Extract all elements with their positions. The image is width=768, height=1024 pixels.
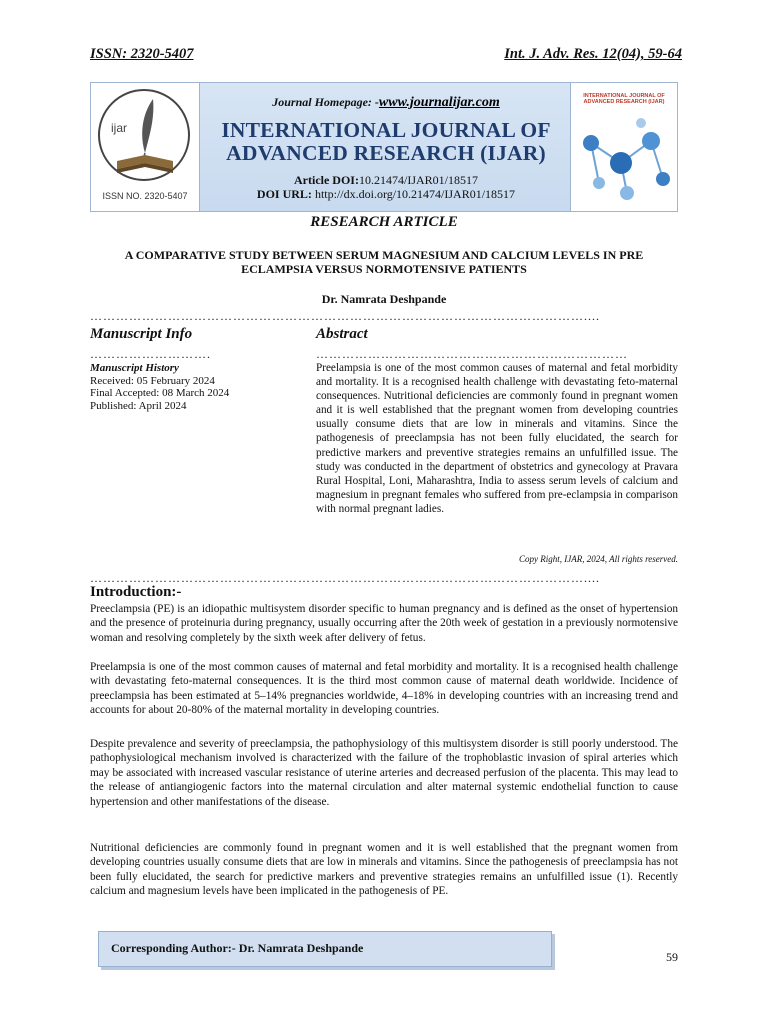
logo-text: ijar [111, 121, 128, 135]
article-title-line1: A COMPARATIVE STUDY BETWEEN SERUM MAGNESIUM AND CALCIUM LEVELS IN PRE [124, 248, 644, 262]
doi-url-link[interactable]: http://dx.doi.org/10.21474/IJAR01/18517 [314, 187, 516, 201]
separator-top: …………………………………………………………………………………………………….... [90, 310, 600, 322]
introduction-heading: Introduction:- [90, 584, 182, 600]
intro-paragraph-2: Preelampsia is one of the most common causes of maternal and fetal morbidity and mortality. It is a recognised health challenge with devastating feto-maternal consequences. It is the third most common cause of maternal death worldwide. Incidence of preeclampsia has been estimated at 5–14% pregnancies worldwide, 4–18% in developing countries with an increasing trend and accounts for about 20-80% of the maternal mortality in developing countries. [90, 661, 678, 717]
running-header [90, 46, 682, 63]
quill-icon [91, 83, 199, 191]
issn-header: ISSN: 2320-5407 [90, 46, 194, 62]
doi-label: Article DOI: [294, 173, 359, 187]
cover-title: INTERNATIONAL JOURNAL OF ADVANCED RESEARCH (IJAR) [583, 93, 665, 105]
doi-value: 10.21474/IJAR01/18517 [358, 173, 478, 187]
article-type: RESEARCH ARTICLE [310, 214, 458, 230]
corresponding-author: Corresponding Author:- Dr. Namrata Deshpande [111, 941, 364, 955]
manuscript-info-dots: ………………………. [90, 347, 211, 361]
homepage-label: Journal Homepage: - [272, 95, 379, 109]
doi-block [199, 173, 573, 201]
abstract-dots: ……………………………………………………………… [316, 347, 628, 361]
published-date: Published: April 2024 [90, 399, 187, 412]
abstract-text: Preelampsia is one of the most common causes of maternal and fetal morbidity and mortality. It is a recognised health challenge with devastating feto-maternal consequences. Nutritional deficiencies are commonly found in pregnant women and it is well established that the pregnant women from developing countries usually consume diets that are low in minerals and vitamins. Since the pathogenesis of preeclampsia has not been fully elucidated, the search for predictive markers and preventive strategies remains an unfulfilled issue. The study was conducted in the department of obstetrics and gynecology at Pravara Rural Hospital, Loni, Maharashtra, India to assess serum levels of calcium and magnesium in pregnant females who suffered from pre-eclampsia in comparison with normal pregnant ladies. [316, 362, 678, 515]
citation-header: Int. J. Adv. Res. 12(04), 59-64 [504, 46, 682, 62]
manuscript-history [90, 362, 300, 412]
doi-url-label: DOI URL: [256, 187, 312, 201]
journal-homepage [199, 95, 573, 111]
intro-paragraph-1: Preeclampsia (PE) is an idiopathic multisystem disorder specific to human pregnancy and is defined as the onset of hypertension and the presence of proteinuria during pregnancy, usually occurring after the 20th week of gestation in a previously normotensive woman and resolving completely by the sixth week after delivery of fetus. [90, 603, 678, 644]
journal-cover [570, 83, 677, 211]
journal-logo [91, 83, 200, 211]
molecule-image-icon [571, 83, 677, 211]
page-number: 59 [666, 950, 678, 964]
logo-issn: ISSN NO. 2320-5407 [102, 191, 188, 201]
manuscript-info-heading: Manuscript Info [90, 326, 193, 342]
journal-name-line2: ADVANCED RESEARCH (IJAR) [226, 141, 546, 165]
journal-name-line1: INTERNATIONAL JOURNAL OF [221, 118, 551, 142]
author-name: Dr. Namrata Deshpande [321, 292, 447, 306]
manuscript-history-heading: Manuscript History [90, 362, 179, 374]
separator-bottom: …………………………………………………………………………………………………….... [90, 572, 600, 584]
article-title-line2: ECLAMPSIA VERSUS NORMOTENSIVE PATIENTS [241, 262, 527, 276]
intro-paragraph-4: Nutritional deficiencies are commonly found in pregnant women and it is well established that the pregnant women from developing countries usually consume diets that are low in minerals and vitamins. Since the pathogenesis of preeclampsia has not been fully elucidated, the search for predictive markers and preventive strategies remains an unfulfilled issue (1). Recently calcium and magnesium levels have been implicated in the pathogenesis of PE. [90, 842, 678, 898]
abstract-heading: Abstract [316, 326, 368, 342]
copyright-line: Copy Right, IJAR, 2024, All rights reserved. [519, 554, 678, 564]
accepted-date: Final Accepted: 08 March 2024 [90, 387, 230, 399]
received-date: Received: 05 February 2024 [90, 374, 215, 387]
corresponding-author-box [98, 931, 552, 967]
journal-name [199, 119, 573, 165]
journal-banner [90, 82, 678, 212]
intro-paragraph-3: Despite prevalence and severity of preeclampsia, the pathophysiology of this multisystem disorder is still poorly understood. The pathophysiological mechanism involved is characterized with the failure of the trophoblastic invasion of spiral arteries which may be associated with increased vascular resistance of uterine arteries and decreased perfusion of the placenta. This may lead to the release of antiangiogenic factors into the maternal circulation and alter maternal systemic endothelial function to cause hypertension and other manifestations of the disease. [90, 738, 678, 808]
homepage-link[interactable]: www.journalijar.com [378, 95, 500, 110]
article-title [90, 248, 678, 276]
